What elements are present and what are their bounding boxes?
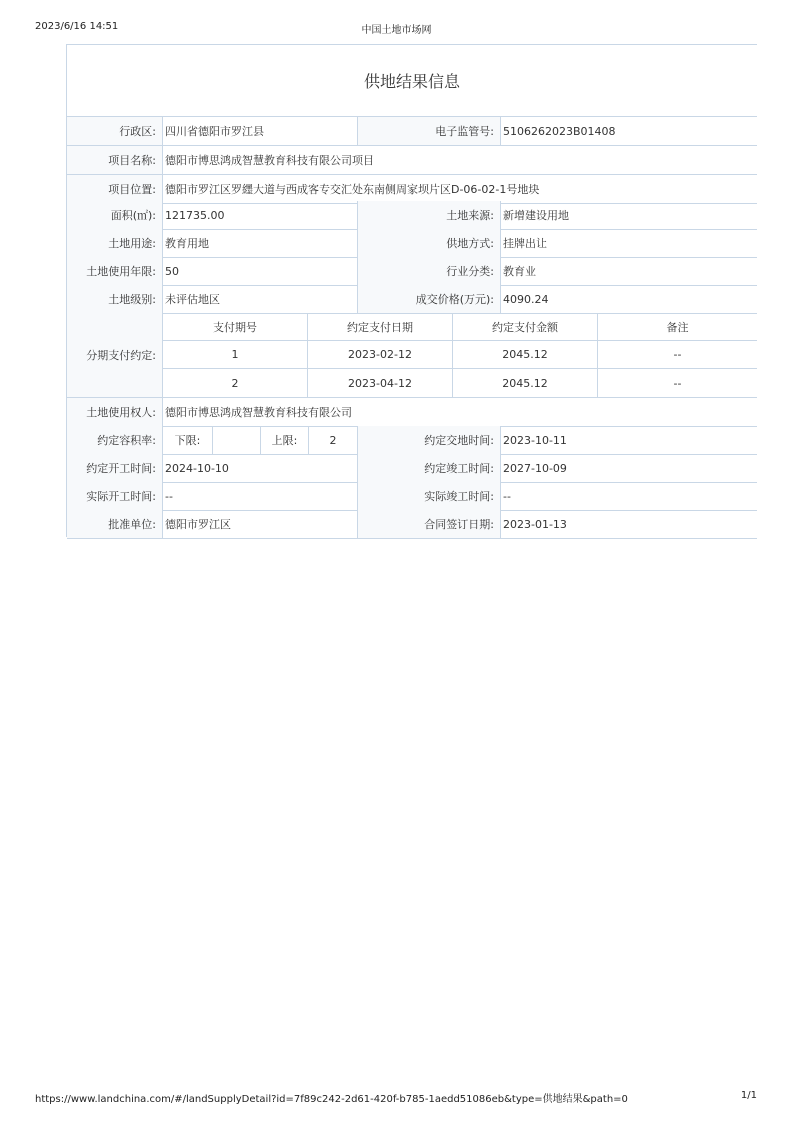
project-name-value: 德阳市博思鸿成智慧教育科技有限公司项目 (165, 154, 374, 167)
supervision-no-label: 电子监管号: (357, 117, 501, 145)
payment-row-2-remark: -- (673, 376, 682, 390)
industry-label: 行业分类: (357, 257, 501, 285)
industry-value: 教育业 (503, 265, 536, 278)
complete-label: 约定竣工时间: (357, 454, 501, 482)
actual-complete-label: 实际竣工时间: (357, 482, 501, 510)
approval-label: 批准单位: (67, 510, 163, 538)
site-name: 中国土地市场网 (361, 25, 432, 36)
payment-row-1-remark: -- (598, 341, 757, 369)
row-actual (67, 482, 757, 511)
price-value: 4090.24 (503, 292, 549, 306)
supply-method-label: 供地方式: (357, 229, 501, 257)
payment-row-1-date: 2023-02-12 (308, 341, 453, 369)
payment-header-amount: 约定支付金额 (453, 313, 598, 341)
project-name-label: 项目名称: (67, 146, 163, 174)
land-user-value: 德阳市博思鸿成智慧教育科技有限公司 (165, 406, 352, 419)
row-land-user (67, 398, 757, 427)
payment-row-2-date: 2023-04-12 (308, 369, 453, 397)
far-upper-label: 上限: (261, 426, 309, 454)
district-label: 行政区: (67, 117, 163, 145)
project-location-label: 项目位置: (67, 175, 163, 203)
handover-label: 约定交地时间: (357, 426, 501, 454)
project-location-value: 德阳市罗江区罗纆大道与西成客专交汇处东南侧周家坝片区D-06-02-1号地块 (165, 183, 540, 196)
far-label: 约定容积率: (67, 426, 163, 454)
land-grade-value: 未评估地区 (165, 293, 220, 306)
start-label: 约定开工时间: (67, 454, 163, 482)
row-district (67, 117, 757, 146)
land-source-label: 土地来源: (357, 201, 501, 229)
handover-value: 2023-10-11 (503, 433, 567, 447)
installment-label: 分期支付约定: (67, 313, 163, 397)
start-value: 2024-10-10 (165, 461, 229, 475)
payment-header-date: 约定支付日期 (308, 313, 453, 341)
installment-block (67, 313, 757, 398)
land-supply-result-table (66, 44, 757, 537)
price-label: 成交价格(万元): (357, 285, 501, 313)
use-years-value: 50 (165, 264, 179, 278)
approval-value: 德阳市罗江区 (165, 518, 231, 531)
row-approval (67, 510, 757, 539)
row-project-name (67, 146, 757, 175)
actual-start-value: -- (165, 489, 173, 503)
actual-complete-value: -- (503, 489, 511, 503)
land-user-label: 土地使用权人: (67, 398, 163, 426)
contract-date-label: 合同签订日期: (357, 510, 501, 538)
land-use-label: 土地用途: (67, 229, 163, 257)
payment-table (163, 313, 757, 397)
row-land-use (67, 229, 757, 258)
print-datetime: 2023/6/16 14:51 (35, 21, 119, 32)
payment-row-2-period: 2 (163, 369, 308, 397)
row-project-location (67, 175, 757, 204)
actual-start-label: 实际开工时间: (67, 482, 163, 510)
land-grade-label: 土地级别: (67, 285, 163, 313)
payment-header-remark: 备注 (598, 313, 757, 341)
land-source-value: 新增建设用地 (503, 209, 569, 222)
page-title: 供地结果信息 (67, 45, 757, 117)
supply-method-value: 挂牌出让 (503, 237, 547, 250)
row-start (67, 454, 757, 483)
row-area (67, 201, 757, 230)
payment-header-period: 支付期号 (163, 313, 308, 341)
contract-date-value: 2023-01-13 (503, 517, 567, 531)
district-value: 四川省德阳市罗江县 (165, 125, 264, 138)
area-value: 121735.00 (165, 208, 225, 222)
row-use-years (67, 257, 757, 286)
page-url[interactable]: https://www.landchina.com/#/landSupplyDetail?id=7f89c242-2d61-420f-b785-1aedd51086eb&type=供地结果&path=0 (35, 1094, 628, 1105)
far-upper-value: 2 (329, 433, 337, 447)
payment-row-2-amount: 2045.12 (453, 369, 598, 397)
payment-row-1-amount: 2045.12 (453, 341, 598, 369)
far-lower-label: 下限: (163, 426, 213, 454)
page-number: 1/1 (740, 1090, 757, 1101)
supervision-no-value: 5106262023B01408 (503, 124, 616, 138)
payment-row-1-period: 1 (163, 341, 308, 369)
row-far (67, 426, 757, 455)
row-land-grade (67, 285, 757, 314)
area-label: 面积(㎡): (67, 201, 163, 229)
use-years-label: 土地使用年限: (67, 257, 163, 285)
complete-value: 2027-10-09 (503, 461, 567, 475)
far-lower-value (213, 426, 261, 454)
land-use-value: 教育用地 (165, 237, 209, 250)
